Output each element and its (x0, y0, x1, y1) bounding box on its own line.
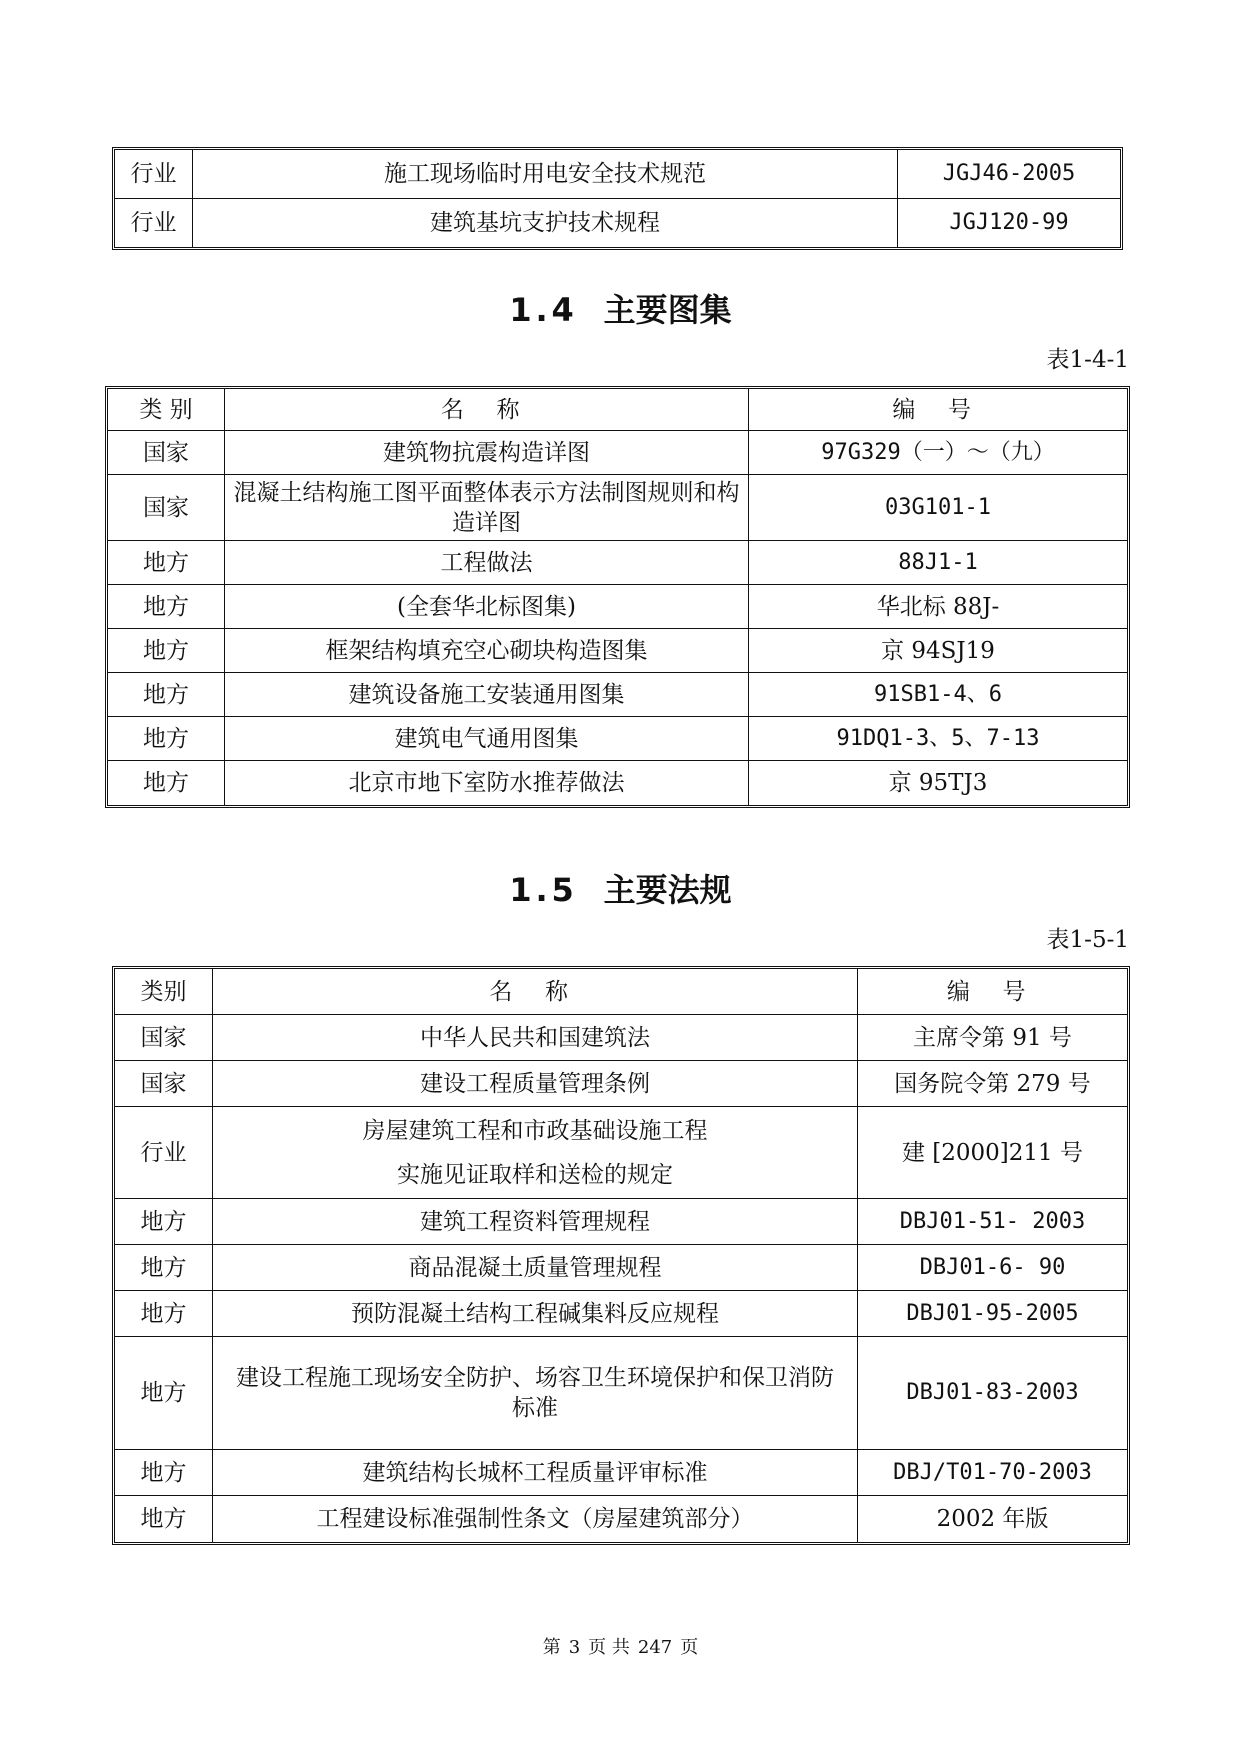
row-category: 地方 (115, 1199, 213, 1245)
row-category: 地方 (115, 1496, 213, 1542)
table-row (115, 1015, 1127, 1061)
row-code: JGJ46-2005 (898, 150, 1120, 199)
row-name: 建筑结构长城杯工程质量评审标准 (213, 1450, 858, 1496)
row-category: 地方 (108, 585, 225, 629)
table-row (108, 431, 1127, 475)
table-caption: 表1-4-1 (1046, 347, 1129, 373)
section-title: 主要法规 (603, 871, 732, 909)
row-code: DBJ/T01-70-2003 (858, 1450, 1127, 1496)
row-name: 工程建设标准强制性条文（房屋建筑部分） (213, 1496, 858, 1542)
row-code: 97G329（一）～（九） (749, 431, 1127, 475)
row-category: 地方 (115, 1291, 213, 1337)
row-category: 国家 (108, 431, 225, 475)
row-name: 施工现场临时用电安全技术规范 (193, 150, 898, 199)
row-category: 行业 (115, 199, 193, 247)
row-name: 建设工程质量管理条例 (213, 1061, 858, 1107)
table-row (115, 1450, 1127, 1496)
section-title: 主要图集 (603, 291, 732, 329)
total-pages: 247 (637, 1637, 673, 1658)
page-number: 3 (568, 1637, 581, 1658)
row-category: 地方 (115, 1245, 213, 1291)
header-code: 编 号 (749, 389, 1127, 431)
footer-suffix: 页 (680, 1637, 699, 1658)
table-row (115, 1337, 1127, 1450)
row-code: 91SB1-4、6 (749, 673, 1127, 717)
row-category: 地方 (108, 761, 225, 805)
row-name: 建筑工程资料管理规程 (213, 1199, 858, 1245)
header-name: 名 称 (225, 389, 749, 431)
row-code: JGJ120-99 (949, 210, 1069, 235)
row-code: 建 [2000]211 号 (858, 1107, 1127, 1199)
row-name: 建筑物抗震构造详图 (225, 431, 749, 475)
row-category: 国家 (115, 1015, 213, 1061)
row-category: 行业 (115, 1107, 213, 1199)
row-category: 国家 (115, 1061, 213, 1107)
row-name: 建设工程施工现场安全防护、场容卫生环境保护和保卫消防标准 (213, 1337, 858, 1450)
table-row (115, 199, 1120, 247)
table-row (115, 1496, 1127, 1542)
table-row (115, 1291, 1127, 1337)
row-name: 房屋建筑工程和市政基础设施工程 (362, 1117, 708, 1144)
row-code: DBJ01-83-2003 (858, 1337, 1127, 1450)
table-row (115, 1061, 1127, 1107)
section-heading-1-4 (0, 290, 1241, 330)
table-header-row (108, 389, 1127, 431)
table-row (115, 1107, 1127, 1199)
row-code: 京 94SJ19 (749, 629, 1127, 673)
row-code: DBJ01-6- 90 (858, 1245, 1127, 1291)
row-code: 京 95TJ3 (888, 770, 988, 796)
row-code: 91DQ1-3、5、7-13 (749, 717, 1127, 761)
row-name: 工程做法 (225, 541, 749, 585)
page-footer (0, 1636, 1241, 1660)
table-row (108, 761, 1127, 805)
table-row (115, 1245, 1127, 1291)
table-row (108, 673, 1127, 717)
section-number: 1.5 (509, 871, 578, 909)
row-name-cell (213, 1107, 858, 1199)
row-code: 88J1-1 (749, 541, 1127, 585)
row-name: 建筑设备施工安装通用图集 (225, 673, 749, 717)
row-code: 03G101-1 (749, 475, 1127, 541)
row-name: 混凝土结构施工图平面整体表示方法制图规则和构造详图 (225, 475, 749, 541)
row-name: 框架结构填充空心砌块构造图集 (225, 629, 749, 673)
table-row (115, 150, 1120, 199)
row-name: 建筑电气通用图集 (225, 717, 749, 761)
table-row (108, 541, 1127, 585)
row-name-line-2: 实施见证取样和送检的规定 (397, 1161, 673, 1188)
table-row (108, 585, 1127, 629)
row-name: 北京市地下室防水推荐做法 (225, 761, 749, 805)
regulations-table (112, 966, 1130, 1545)
row-category: 地方 (108, 673, 225, 717)
header-category: 类别 (115, 969, 213, 1015)
header-name: 名 称 (213, 969, 858, 1015)
row-code: 国务院令第 279 号 (858, 1061, 1127, 1107)
table-row (115, 1199, 1127, 1245)
section-heading-1-5 (0, 870, 1241, 910)
row-name: 中华人民共和国建筑法 (213, 1015, 858, 1061)
row-category: 地方 (108, 541, 225, 585)
table-row (108, 475, 1127, 541)
row-code: 主席令第 91 号 (858, 1015, 1127, 1061)
table-row (108, 629, 1127, 673)
row-code: 华北标 88J- (749, 585, 1127, 629)
row-category: 地方 (108, 629, 225, 673)
row-name: 建筑基坑支护技术规程 (193, 199, 898, 247)
row-name: 商品混凝土质量管理规程 (213, 1245, 858, 1291)
row-category: 地方 (115, 1450, 213, 1496)
row-category: 地方 (108, 717, 225, 761)
table-header-row (115, 969, 1127, 1015)
standards-table-continued (112, 147, 1123, 250)
row-category: 行业 (115, 150, 193, 199)
atlas-table (105, 386, 1130, 808)
footer-prefix: 第 (542, 1637, 561, 1658)
header-category: 类 别 (108, 389, 225, 431)
row-name: (全套华北标图集) (225, 585, 749, 629)
row-code: DBJ01-51- 2003 (858, 1199, 1127, 1245)
section-number: 1.4 (509, 291, 578, 329)
footer-middle: 页 共 (588, 1637, 630, 1658)
row-code: 2002 年版 (936, 1506, 1049, 1532)
table-caption: 表1-5-1 (1046, 927, 1129, 953)
row-category: 国家 (108, 475, 225, 541)
header-code: 编 号 (858, 969, 1127, 1015)
row-name: 预防混凝土结构工程碱集料反应规程 (213, 1291, 858, 1337)
row-category: 地方 (115, 1337, 213, 1450)
row-code: DBJ01-95-2005 (858, 1291, 1127, 1337)
table-row (108, 717, 1127, 761)
